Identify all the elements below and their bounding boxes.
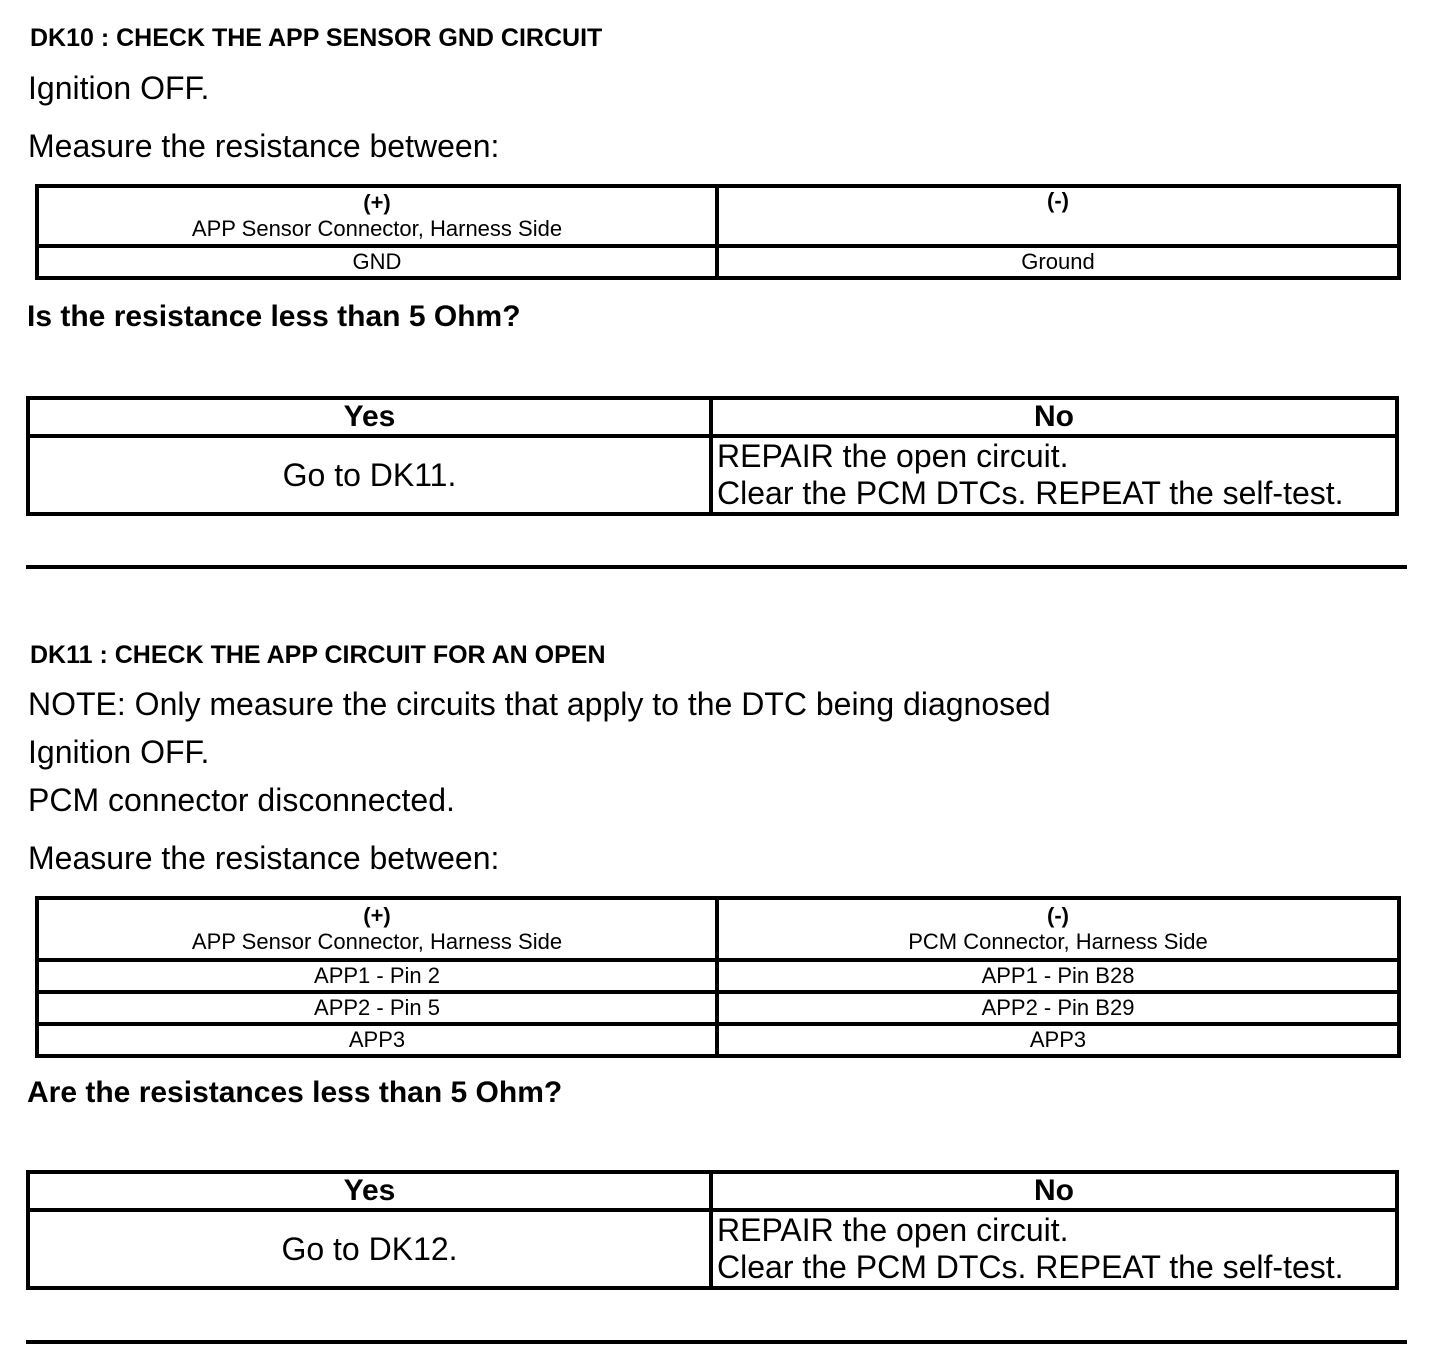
- no-action-line: REPAIR the open circuit.: [717, 1212, 1069, 1248]
- no-action-line: Clear the PCM DTCs. REPEAT the self-test.: [717, 1249, 1344, 1285]
- table-row: [37, 992, 1399, 1024]
- no-action-line: Clear the PCM DTCs. REPEAT the self-test.: [717, 475, 1344, 511]
- no-header: No: [711, 398, 1397, 436]
- minus-sign: (-): [1047, 903, 1069, 928]
- plus-sign: (+): [363, 903, 391, 928]
- plus-probe-label: APP Sensor Connector, Harness Side: [191, 929, 563, 954]
- plus-pin-cell: APP3: [37, 1024, 717, 1056]
- dk10-yes-no-table: [26, 396, 1399, 516]
- yes-no-action-row: [28, 436, 1397, 514]
- minus-sign: (-): [1047, 188, 1069, 213]
- dk11-measurement-table: [35, 896, 1401, 1058]
- no-action: [711, 436, 1397, 514]
- no-action-line: REPAIR the open circuit.: [717, 438, 1069, 474]
- dk11-title: DK11 : CHECK THE APP CIRCUIT FOR AN OPEN: [30, 641, 606, 669]
- plus-pin-cell: GND: [37, 246, 717, 278]
- section-divider: [26, 565, 1407, 569]
- minus-pin-cell: APP1 - Pin B28: [717, 960, 1399, 992]
- table-row: [37, 246, 1399, 278]
- plus-sign: (+): [363, 190, 391, 215]
- dk11-step-measure: Measure the resistance between:: [28, 840, 500, 876]
- dk10-step-ignition: Ignition OFF.: [28, 70, 210, 106]
- plus-pin-cell: APP1 - Pin 2: [37, 960, 717, 992]
- yes-no-header-row: [28, 1172, 1397, 1210]
- minus-pin-cell: APP2 - Pin B29: [717, 992, 1399, 1024]
- plus-probe-label: APP Sensor Connector, Harness Side: [191, 216, 563, 241]
- table-row: [37, 960, 1399, 992]
- dk10-question: Is the resistance less than 5 Ohm?: [27, 300, 521, 333]
- dk10-measurement-table: [35, 184, 1401, 280]
- dk10-step-measure: Measure the resistance between:: [28, 128, 500, 164]
- minus-probe-header: [717, 898, 1399, 960]
- yes-header: Yes: [28, 398, 711, 436]
- table-row: [37, 1024, 1399, 1056]
- minus-pin-cell: APP3: [717, 1024, 1399, 1056]
- table-header-row: [37, 898, 1399, 960]
- section-divider: [26, 1340, 1407, 1344]
- yes-no-header-row: [28, 398, 1397, 436]
- dk11-step-note: NOTE: Only measure the circuits that apply to the DTC being diagnosed: [28, 686, 1051, 722]
- plus-probe-header: [37, 898, 717, 960]
- table-header-row: [37, 186, 1399, 246]
- dk11-yes-no-table: [26, 1170, 1399, 1290]
- minus-probe-label: PCM Connector, Harness Side: [908, 929, 1208, 954]
- dk10-title: DK10 : CHECK THE APP SENSOR GND CIRCUIT: [30, 24, 603, 52]
- yes-action: Go to DK12.: [28, 1210, 711, 1288]
- plus-pin-cell: APP2 - Pin 5: [37, 992, 717, 1024]
- dk11-step-pcm: PCM connector disconnected.: [28, 782, 455, 818]
- dk11-question: Are the resistances less than 5 Ohm?: [27, 1076, 563, 1109]
- no-header: No: [711, 1172, 1397, 1210]
- yes-action: Go to DK11.: [28, 436, 711, 514]
- yes-no-action-row: [28, 1210, 1397, 1288]
- yes-header: Yes: [28, 1172, 711, 1210]
- no-action: [711, 1210, 1397, 1288]
- dk11-step-ignition: Ignition OFF.: [28, 734, 210, 770]
- minus-pin-cell: Ground: [717, 246, 1399, 278]
- plus-probe-header: [37, 186, 717, 246]
- minus-probe-header: [717, 186, 1399, 246]
